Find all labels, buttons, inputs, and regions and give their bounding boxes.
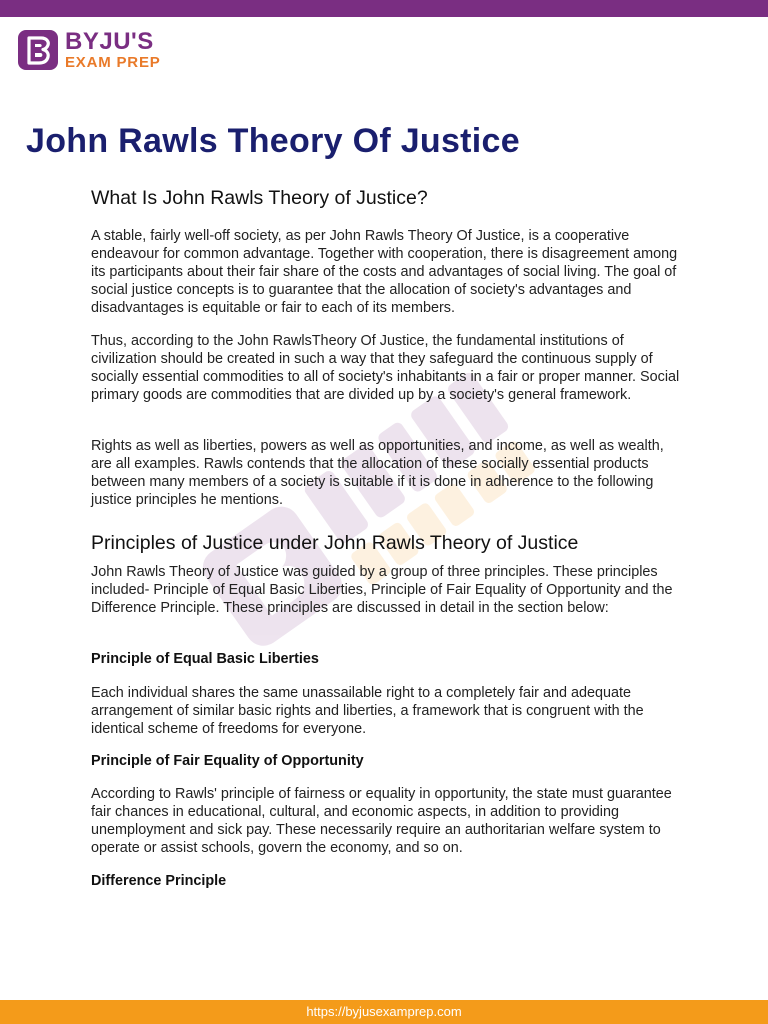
principle-title-fair-equality: Principle of Fair Equality of Opportunity — [91, 753, 364, 769]
section-heading-principles: Principles of Justice under John Rawls Theory of Justice — [91, 532, 579, 554]
document-title: John Rawls Theory Of Justice — [26, 122, 520, 160]
paragraph-1: A stable, fairly well-off society, as per John Rawls Theory Of Justice, is a cooperative endeavour for common advantage. Together with cooperation, there is disagreement among its participants about their fair share of the costs and advantages of social living. The goal of social justice concepts is to guarantee that the allocation of society's advantages and disadvantages is equitable or fair to each of its members. — [91, 228, 678, 316]
principles-intro: John Rawls Theory of Justice was guided by a group of three principles. These principles included- Principle of Equal Basic Liberties, Principle of Fair Equality of Opportunity and the Difference Principle. These principles are discussed in detail in the section below: — [91, 564, 673, 616]
principle-text-equal-liberties: Each individual shares the same unassailable right to a completely fair and adequate arrangement of similar basic rights and liberties, a framework that is congruent with the identical scheme of freedoms for everyone. — [91, 685, 644, 737]
footer-url-link[interactable]: https://byjusexamprep.com — [306, 1004, 462, 1019]
paragraph-2: Thus, according to the John RawlsTheory Of Justice, the fundamental institutions of civilization should be created in such a way that they safeguard the continuous supply of socially essential commodities to all of society's inhabitants in a fair or proper manner. Social primary goods are commodities that are divided up by a society's general framework. — [91, 333, 680, 403]
footer-bar — [0, 1000, 768, 1024]
principle-title-difference: Difference Principle — [91, 873, 227, 889]
principle-title-equal-liberties: Principle of Equal Basic Liberties — [91, 651, 319, 667]
section-heading-what-is: What Is John Rawls Theory of Justice? — [91, 187, 428, 209]
brand-tagline: EXAM PREP — [65, 54, 161, 71]
top-bar — [0, 0, 768, 17]
byjus-logo-icon — [18, 30, 58, 70]
paragraph-3: Rights as well as liberties, powers as well as opportunities, and income, as well as wealth, are all examples. Rawls contends that the allocation of these socially essential products between many members of a society is suitable if it is done in adherence to the following justice principles he mentions. — [91, 438, 664, 508]
principle-text-fair-equality: According to Rawls' principle of fairness or equality in opportunity, the state must guarantee fair chances in educational, cultural, and economic aspects, in addition to providing unemployment and sick pay. These necessarily require an authoritarian welfare system to operate or assist schools, govern the economy, and so on. — [91, 786, 672, 856]
brand-name: BYJU'S — [65, 28, 154, 55]
